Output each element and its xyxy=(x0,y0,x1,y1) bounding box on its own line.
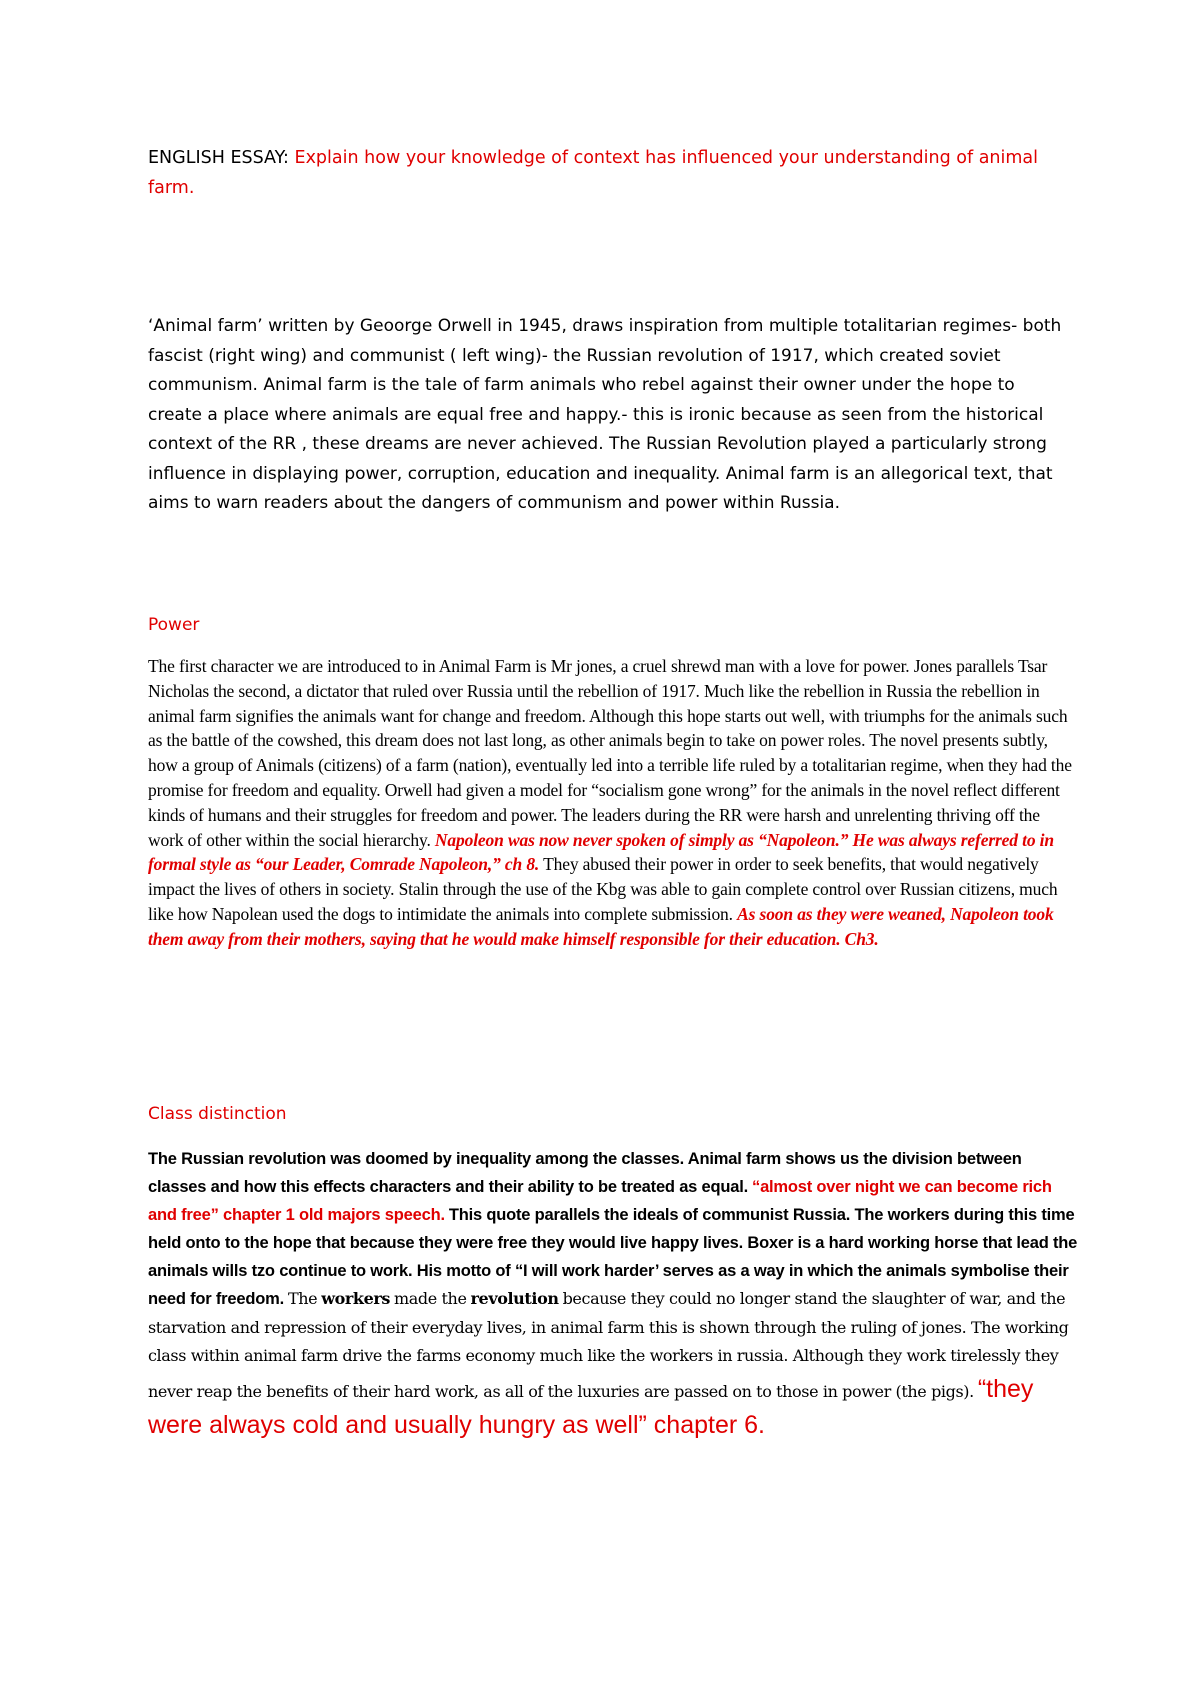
class-bold-text-1: The Russian revolution was doomed by inequality among the classes. Animal farm shows us the division between classes and how this effects characters and their ability to be treated as equal. xyxy=(148,1150,1022,1196)
class-serif-text-1: The xyxy=(287,1289,318,1308)
class-bold-text-2: This quote parallels the ideals of communist Russia. The workers during this time held onto to the hope that because they were free they would live happy lives. Boxer is a hard working horse that lead the animals wills tzo continue to work. His motto of “I will work harder’ serves as a way in which the animals symbolise their need for freedom. xyxy=(148,1206,1078,1308)
power-text-1: The first character we are introduced to in Animal Farm is Mr jones, a cruel shrewd man with a love for power. Jones parallels Tsar Nicholas the second, a dictator that ruled over Russia until the rebellion of 1917. Much like the rebellion in Russia the rebellion in animal farm signifies the animals want for change and freedom. Although this hope starts out well, with triumphs for the animals such as the battle of the cowshed, this dream does not last long, as other animals begin to take on power roles. The novel presents subtly, how a group of Animals (citizens) of a farm (nation), eventually led into a terrible life ruled by a totalitarian regime, when they had the promise for freedom and equality. Orwell had given a model for “socialism gone wrong” for the animals in the novel reflect different kinds of humans and their struggles for freedom and power. The leaders during the RR were harsh and unrelenting thriving off the work of other within the social hierarchy. xyxy=(148,656,1072,850)
class-big-quote: “they were always cold and usually hungry as well” chapter 6. xyxy=(148,1374,1034,1439)
class-serif-bold-workers: workers xyxy=(321,1289,390,1308)
intro-paragraph: ‘Animal farm’ written by Geoorge Orwell in 1945, draws inspiration from multiple totalitarian regimes- both fascist (right wing) and communist ( left wing)- the Russian revolution of 1917, which created soviet communism. Animal farm is the tale of farm animals who rebel against their owner under the hope to create a place where animals are equal free and happy.- this is ironic because as seen from the historical context of the RR , these dreams are never achieved. The Russian Revolution played a particularly strong influence in displaying power, corruption, education and inequality. Animal farm is an allegorical text, that aims to warn readers about the dangers of communism and power within Russia. xyxy=(148,316,1062,513)
class-bold-quote: “almost over night we can become rich and free” chapter 1 old majors speech. xyxy=(148,1178,1052,1224)
class-distinction-paragraph xyxy=(148,1145,1078,1443)
title-label: ENGLISH ESSAY: xyxy=(148,148,289,168)
power-quote-1: Napoleon was now never spoken of simply as “Napoleon.” He was always referred to in formal style as “our Leader, Comrade Napoleon,” ch 8. xyxy=(148,829,1054,875)
essay-title xyxy=(148,143,1068,203)
essay-question: Explain how your knowledge of context has influenced your understanding of animal farm. xyxy=(148,148,1039,198)
heading-class-distinction: Class distinction xyxy=(148,1104,287,1124)
class-serif-text-3: because they could no longer stand the slaughter of war, and the starvation and repression of their everyday lives, in animal farm this is shown through the ruling of jones. The working class within animal farm drive the farms economy much like the workers in russia. Although they work tirelessly they never reap the benefits of their hard work, as all of the luxuries are passed on to those in power (the pigs). xyxy=(148,1289,1069,1401)
power-text-2: They abused their power in order to seek benefits, that would negatively impact the lives of others in society. Stalin through the use of the Kbg was able to gain complete control over Russian citizens, much like how Napolean used the dogs to intimidate the animals into complete submission. xyxy=(148,854,1058,924)
power-quote-2: As soon as they were weaned, Napoleon took them away from their mothers, saying that he would make himself responsible for their education. Ch3. xyxy=(148,903,1054,949)
power-paragraph xyxy=(148,654,1078,952)
heading-power: Power xyxy=(148,615,200,635)
class-serif-bold-revolution: revolution xyxy=(470,1289,559,1308)
class-serif-text-2: made the xyxy=(394,1289,467,1308)
